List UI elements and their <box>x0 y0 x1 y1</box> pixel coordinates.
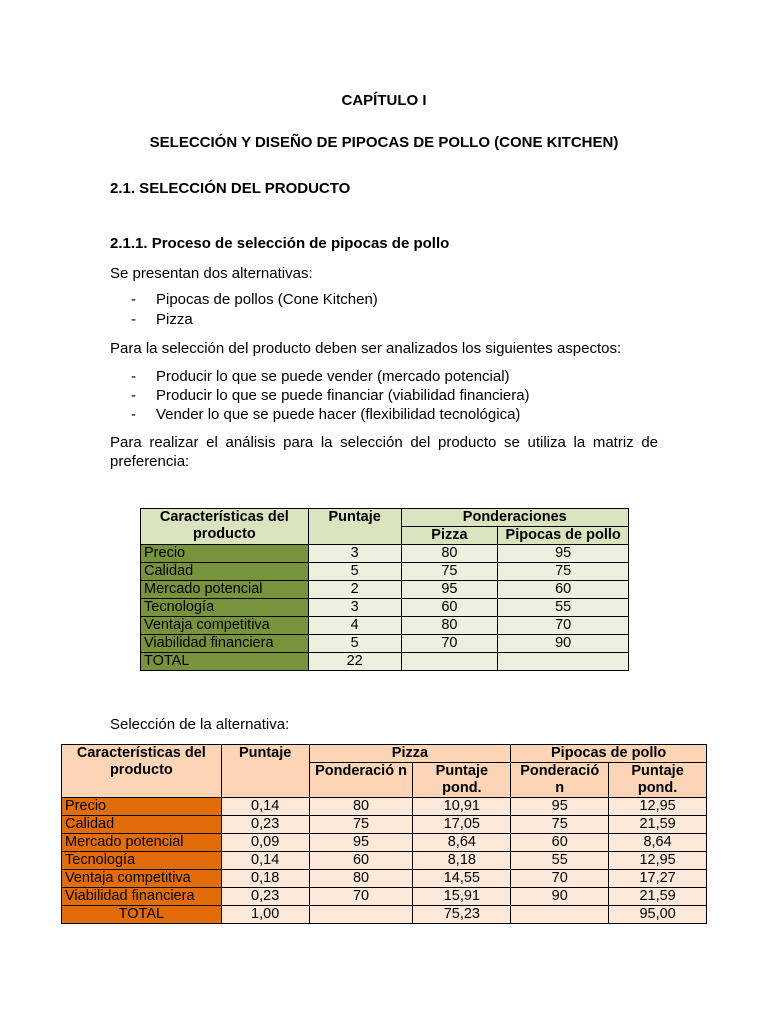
matrix-intro: Para realizar el análisis para la selección del producto se utiliza la matriz de preferencia: <box>110 434 658 470</box>
header-score: Puntaje <box>221 745 309 798</box>
intro-text: Se presentan dos alternativas: <box>110 265 313 282</box>
header-score: Puntaje <box>308 509 401 545</box>
bullet-dash: - <box>131 291 136 308</box>
selection-table <box>61 744 707 924</box>
table-row: Viabilidad financiera 0,23 70 15,91 90 21,59 <box>62 888 707 906</box>
total-row: TOTAL 1,00 75,23 95,00 <box>62 906 707 924</box>
bullet-dash: - <box>131 387 136 404</box>
aspects-intro: Para la selección del producto deben ser analizados los siguientes aspectos: <box>110 340 622 357</box>
table-row: Ventaja competitiva 0,18 80 14,55 70 17,27 <box>62 870 707 888</box>
bullet-dash: - <box>131 406 136 423</box>
section-heading: 2.1. SELECCIÓN DEL PRODUCTO <box>110 180 351 197</box>
list-item: - Pizza <box>131 311 193 328</box>
table-row: Calidad 5 75 75 <box>141 563 629 581</box>
table-row: Ventaja competitiva 4 80 70 <box>141 617 629 635</box>
table-row: Mercado potencial 2 95 60 <box>141 581 629 599</box>
header-pizza: Pizza <box>401 527 498 545</box>
selection-label: Selección de la alternativa: <box>110 716 290 733</box>
header-weighted-score: Puntaje pond. <box>609 763 707 798</box>
total-row: TOTAL 22 <box>141 653 629 671</box>
header-characteristics: Características del producto <box>62 745 222 798</box>
table-row: Viabilidad financiera 5 70 90 <box>141 635 629 653</box>
header-pipocas: Pipocas de pollo <box>498 527 629 545</box>
table-row: Tecnología 3 60 55 <box>141 599 629 617</box>
table-row: Precio 3 80 95 <box>141 545 629 563</box>
preference-matrix-table <box>140 508 629 671</box>
header-pipocas: Pipocas de pollo <box>511 745 707 763</box>
header-weighting: Ponderació n <box>511 763 609 798</box>
document-title: SELECCIÓN Y DISEÑO DE PIPOCAS DE POLLO (CONE KITCHEN) <box>149 134 619 151</box>
list-item: - Producir lo que se puede vender (mercado potencial) <box>131 368 510 385</box>
bullet-dash: - <box>131 368 136 385</box>
bullet-dash: - <box>131 311 136 328</box>
table-row: Mercado potencial 0,09 95 8,64 60 8,64 <box>62 834 707 852</box>
header-weighted-score: Puntaje pond. <box>413 763 511 798</box>
list-item: - Vender lo que se puede hacer (flexibilidad tecnológica) <box>131 406 521 423</box>
table-row: Precio 0,14 80 10,91 95 12,95 <box>62 798 707 816</box>
header-pizza: Pizza <box>309 745 511 763</box>
subsection-heading: 2.1.1. Proceso de selección de pipocas de pollo <box>110 235 450 252</box>
chapter-title: CAPÍTULO I <box>341 92 427 109</box>
table-row: Calidad 0,23 75 17,05 75 21,59 <box>62 816 707 834</box>
header-weighting: Ponderació n <box>309 763 413 798</box>
header-weightings: Ponderaciones <box>401 509 628 527</box>
table-row: Tecnología 0,14 60 8,18 55 12,95 <box>62 852 707 870</box>
list-item: - Pipocas de pollos (Cone Kitchen) <box>131 291 378 308</box>
header-characteristics: Características del producto <box>141 509 309 545</box>
list-item: - Producir lo que se puede financiar (viabilidad financiera) <box>131 387 530 404</box>
